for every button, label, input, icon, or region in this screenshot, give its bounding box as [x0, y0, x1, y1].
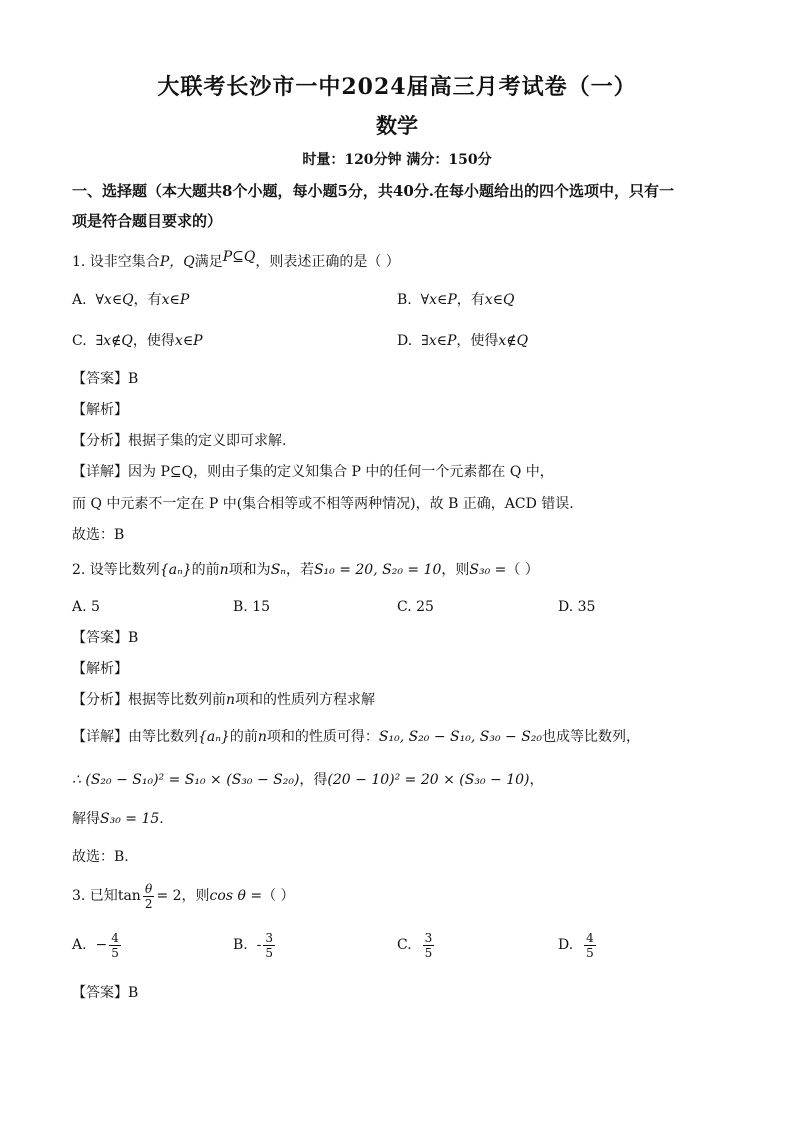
q1-option-d-math1: ∃x∈P [421, 333, 457, 349]
q2-detail2-math1: ∴ (S₂₀ − S₁₀)² = S₁₀ × (S₃₀ − S₂₀) [72, 772, 300, 788]
q1-option-b-math1: ∀x∈P [420, 292, 457, 308]
q1-fenxi [72, 431, 286, 451]
q1-option-d-mid: ，使得 [456, 333, 499, 349]
q2-stem-cond: S₁₀ = 20, S₂₀ = 10 [313, 562, 442, 578]
q3-option-d-den: 5 [586, 945, 594, 960]
q2-detail1-d: 也成等比数列， [542, 729, 641, 745]
q1-option-a [72, 290, 189, 310]
q3-option-a-sign: − [95, 937, 108, 953]
q2-stem [72, 560, 539, 580]
q2-stem-e: ，则 [441, 562, 470, 578]
q1-option-a-math2: x∈P [161, 292, 190, 308]
q3-option-b [233, 928, 277, 962]
q2-answer-value: B [128, 630, 139, 646]
q3-frac-den: 2 [144, 896, 153, 911]
q3-answer-value: B [128, 985, 139, 1001]
q1-stem-sets: P，Q [159, 254, 195, 270]
exam-title: 大联考长沙市一中2024届高三月考试卷（一） [157, 74, 637, 100]
q1-option-d-math2: x∉Q [498, 333, 529, 349]
q2-detail3-a: 解得 [72, 811, 100, 827]
q1-option-c-label: C. [72, 333, 87, 349]
q2-detail-line2 [72, 770, 543, 790]
q3-option-b-fraction [263, 931, 275, 960]
exam-meta: 时量：120分钟 满分：150分 [302, 152, 492, 168]
q2-detail1-math: S₁₀, S₂₀ − S₁₀, S₃₀ − S₂₀ [378, 729, 543, 745]
q3-option-d-fraction [584, 931, 596, 960]
q3-stem-fraction [143, 882, 155, 911]
q1-answer-value: B [128, 371, 139, 387]
q3-option-a [72, 928, 123, 962]
q2-fenxi-b: 项和的性质列方程求解 [235, 692, 376, 708]
q3-stem [72, 880, 295, 912]
q3-stem-a: 3. 已知 [72, 888, 118, 904]
q2-stem-c: 项和为 [228, 562, 271, 578]
q1-answer [72, 369, 138, 389]
q2-detail-tag: 【详解】 [72, 729, 128, 745]
q1-detail-tag: 【详解】 [72, 464, 128, 480]
q1-fenxi-text: 根据子集的定义即可求解. [128, 433, 287, 449]
q2-stem-a: 2. 设等比数列 [72, 562, 160, 578]
q1-option-b [397, 290, 515, 310]
q2-detail2-end: ， [529, 772, 544, 788]
q2-detail2-mid: ，得 [299, 772, 328, 788]
q2-detail-line1 [72, 727, 640, 747]
q1-stem-math: P⊆Q [222, 249, 256, 265]
q3-answer [72, 983, 138, 1003]
q3-answer-tag: 【答案】 [72, 985, 128, 1001]
q2-answer-tag: 【答案】 [72, 630, 128, 646]
section-heading-line2: 项是符合题目要求的） [72, 212, 223, 230]
q3-option-b-num: 3 [265, 930, 274, 945]
q2-stem-n: n [219, 562, 229, 578]
section-heading-line1: 一、选择题（本大题共8个小题，每小题5分，共40分.在每小题给出的四个选项中，只有一 [72, 182, 674, 200]
q2-detail1-b: 的前 [229, 729, 258, 745]
q3-option-c [397, 928, 436, 962]
q1-option-a-math1: ∀x∈Q [95, 292, 134, 308]
q2-choose: 故选：B. [72, 849, 129, 865]
q2-stem-seq: {aₙ} [159, 562, 192, 578]
subject-title: 数学 [376, 113, 418, 138]
q1-fenxi-tag: 【分析】 [72, 433, 128, 449]
q2-detail3-math: S₃₀ = 15 [100, 811, 160, 827]
q2-detail1-a: 由等比数列 [128, 729, 198, 745]
q2-detail1-c: 项和的性质可得： [266, 729, 379, 745]
q2-stem-sn: Sₙ [270, 562, 286, 578]
q2-analysis-tag: 【解析】 [72, 661, 128, 677]
q3-option-b-den: 5 [265, 945, 274, 960]
q3-option-a-fraction [109, 931, 121, 960]
q3-option-c-label: C. [397, 937, 412, 953]
q2-option-c: C. 25 [397, 599, 434, 615]
q1-option-a-label: A. [72, 292, 87, 308]
q3-option-d [558, 928, 598, 962]
q1-stem [72, 249, 400, 272]
q2-detail1-n: n [257, 729, 267, 745]
q3-option-c-den: 5 [424, 945, 433, 960]
q1-option-b-math2: x∈Q [484, 292, 515, 308]
q1-option-c [72, 331, 203, 351]
q1-stem-c: 满足 [194, 254, 223, 270]
q2-fenxi [72, 690, 375, 710]
q1-answer-tag: 【答案】 [72, 371, 128, 387]
q2-detail2-math2: (20 − 10)² = 20 × (S₃₀ − 10) [327, 772, 530, 788]
q3-option-d-label: D. [558, 937, 574, 953]
q2-stem-s30: S₃₀ = [469, 562, 507, 578]
q2-detail-line3 [72, 809, 164, 829]
q3-option-a-num: 4 [111, 930, 119, 945]
q3-stem-tan: tan [117, 888, 141, 904]
q2-option-d: D. 35 [558, 599, 596, 615]
q1-stem-d: ，则表述正确的是（ ） [255, 254, 400, 270]
q2-detail3-b: . [159, 811, 164, 827]
q3-stem-b: ，则 [181, 888, 210, 904]
q3-option-c-num: 3 [424, 930, 433, 945]
q1-detail-line1 [72, 462, 554, 482]
q2-option-b: B. 15 [233, 599, 271, 615]
q3-stem-cos: cos θ = [209, 888, 263, 904]
q1-option-b-mid: ，有 [456, 292, 485, 308]
q2-fenxi-a: 根据等比数列前 [128, 692, 226, 708]
q1-option-d [397, 331, 528, 351]
q2-stem-d: ，若 [285, 562, 314, 578]
q3-option-d-num: 4 [586, 930, 594, 945]
q1-option-c-mid: ，使得 [132, 333, 175, 349]
q3-option-c-fraction [423, 931, 435, 960]
q3-stem-eq: = 2 [156, 888, 182, 904]
q2-answer [72, 628, 138, 648]
q1-option-c-math1: ∃x∉Q [95, 333, 133, 349]
q2-stem-f: （ ） [506, 562, 539, 578]
q1-detail-line2: 而 Q 中元素不一定在 P 中(集合相等或不相等两种情况)，故 B 正确，ACD 错误. [72, 496, 574, 512]
q2-detail1-seq: {aₙ} [198, 729, 230, 745]
q1-option-a-mid: ，有 [133, 292, 162, 308]
q3-option-b-label: B. [233, 937, 248, 953]
q3-frac-num: θ [145, 881, 153, 896]
q2-fenxi-n: n [226, 692, 236, 708]
q2-fenxi-tag: 【分析】 [72, 692, 128, 708]
q1-analysis-tag: 【解析】 [72, 402, 128, 418]
q3-option-a-den: 5 [111, 945, 119, 960]
q1-option-c-math2: x∈P [174, 333, 203, 349]
q1-option-d-label: D. [397, 333, 413, 349]
q3-option-b-sign: - [256, 937, 262, 953]
q3-stem-c: （ ） [262, 888, 295, 904]
q2-option-a: A. 5 [72, 599, 100, 615]
q1-choose: 故选：B [72, 527, 125, 543]
q1-detail-text1: 因为 P⊆Q，则由子集的定义知集合 P 中的任何一个元素都在 Q 中， [128, 464, 554, 480]
q3-option-a-label: A. [72, 937, 87, 953]
q2-stem-b: 的前 [191, 562, 220, 578]
q1-option-b-label: B. [397, 292, 412, 308]
q1-stem-a: 1. 设非空集合 [72, 254, 160, 270]
